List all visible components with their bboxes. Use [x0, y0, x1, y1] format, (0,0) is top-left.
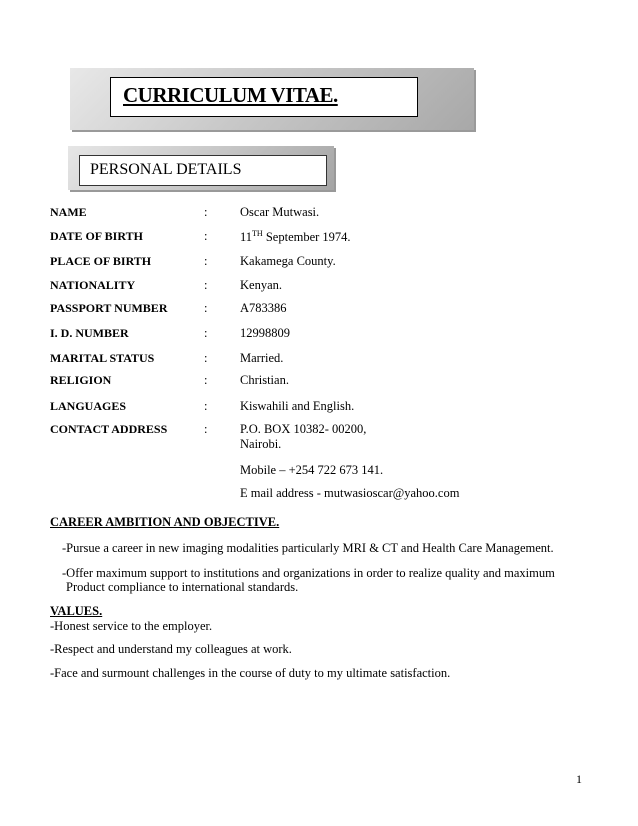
dob-day: 11 — [240, 230, 253, 245]
career-item: -Offer maximum support to institutions and organizations in order to realize quality and maximum — [62, 566, 555, 580]
values-heading: VALUES. — [50, 604, 103, 618]
detail-value: Kakamega County. — [240, 254, 336, 268]
detail-colon: : — [204, 229, 208, 243]
detail-colon: : — [204, 373, 208, 387]
detail-value — [240, 229, 351, 245]
detail-colon: : — [204, 351, 208, 365]
contact-mobile: Mobile – +254 722 673 141. — [240, 463, 384, 477]
dob-rest: September 1974. — [262, 230, 351, 245]
detail-value: Married. — [240, 351, 284, 365]
detail-label: NATIONALITY — [50, 278, 136, 292]
section-title-personal-details: PERSONAL DETAILS — [90, 161, 242, 178]
career-item-continuation: Product compliance to international standards. — [66, 580, 299, 594]
detail-colon: : — [204, 254, 208, 268]
detail-value: 12998809 — [240, 326, 290, 340]
detail-value: A783386 — [240, 301, 287, 315]
career-heading: CAREER AMBITION AND OBJECTIVE. — [50, 515, 280, 529]
title-box — [110, 77, 418, 117]
detail-value: Christian. — [240, 373, 289, 387]
detail-value: Kenyan. — [240, 278, 282, 292]
detail-colon: : — [204, 422, 208, 436]
dob-suffix: TH — [252, 229, 263, 238]
values-item: -Face and surmount challenges in the course of duty to my ultimate satisfaction. — [50, 666, 451, 680]
detail-label: CONTACT ADDRESS — [50, 422, 168, 436]
detail-colon: : — [204, 301, 208, 315]
detail-label: I. D. NUMBER — [50, 326, 129, 340]
values-item: -Respect and understand my colleagues at work. — [50, 642, 292, 656]
detail-label: NAME — [50, 205, 87, 219]
detail-value: Kiswahili and English. — [240, 399, 355, 413]
detail-colon: : — [204, 205, 208, 219]
detail-label: DATE OF BIRTH — [50, 229, 143, 243]
detail-label: MARITAL STATUS — [50, 351, 155, 365]
subtitle-box — [79, 155, 327, 186]
page-number: 1 — [576, 772, 582, 786]
detail-label: PLACE OF BIRTH — [50, 254, 152, 268]
contact-address-line: P.O. BOX 10382- 00200, — [240, 422, 367, 436]
values-item: -Honest service to the employer. — [50, 619, 213, 633]
document-title: CURRICULUM VITAE. — [123, 83, 338, 107]
contact-email: E mail address - mutwasioscar@yahoo.com — [240, 486, 460, 500]
detail-colon: : — [204, 399, 208, 413]
detail-label: RELIGION — [50, 373, 112, 387]
detail-colon: : — [204, 326, 208, 340]
contact-address-line: Nairobi. — [240, 437, 282, 451]
detail-label: LANGUAGES — [50, 399, 127, 413]
detail-colon: : — [204, 278, 208, 292]
detail-label: PASSPORT NUMBER — [50, 301, 168, 315]
career-item: -Pursue a career in new imaging modalities particularly MRI & CT and Health Care Management. — [62, 541, 554, 555]
detail-value: Oscar Mutwasi. — [240, 205, 320, 219]
